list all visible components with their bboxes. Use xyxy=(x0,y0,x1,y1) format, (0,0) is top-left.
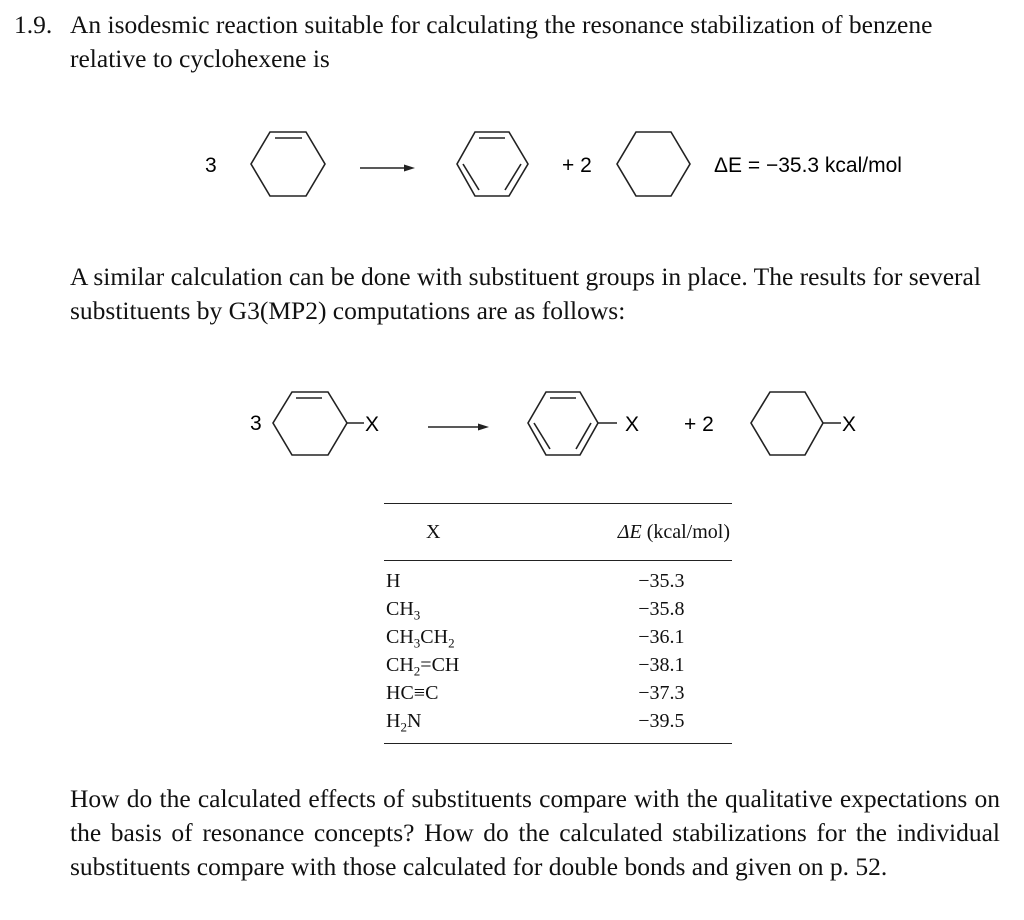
table-row xyxy=(384,595,732,623)
problem-number: 1.9. xyxy=(14,10,53,39)
substituted-cyclohexene-structure xyxy=(273,392,364,455)
substituted-benzene-structure xyxy=(528,392,617,455)
substituent-x-1: X xyxy=(365,413,380,436)
reaction-2-left-coefficient: 3 xyxy=(250,412,262,435)
results-table-container xyxy=(384,503,732,744)
table-row xyxy=(384,679,732,707)
closing-question: How do the calculated effects of substituents compare with the qualitative expectations on the basis of resonance concepts? How do the calculated stabilizations for the individual substituents compare with those calculated for double bonds and given on p. 52. xyxy=(70,784,1000,881)
reaction-2-scheme xyxy=(0,380,1024,470)
substituent-cell: $CH_3$ xyxy=(386,598,421,623)
delta-e-cell: −36.1 xyxy=(638,626,685,648)
benzene-structure xyxy=(457,132,528,196)
delta-e-cell: −38.1 xyxy=(638,654,685,676)
reaction-1-right-coefficient: + 2 xyxy=(562,154,592,177)
table-row xyxy=(384,561,732,596)
cyclohexene-structure xyxy=(251,132,325,196)
delta-e-cell: −39.5 xyxy=(638,710,685,732)
reaction-1-left-coefficient: 3 xyxy=(205,154,217,177)
delta-e-cell: −37.3 xyxy=(638,682,685,704)
reaction-arrow xyxy=(428,424,489,431)
reaction-1-scheme xyxy=(0,0,1024,230)
middle-text: A similar calculation can be done with substituent groups in place. The results for several substituents by G3(MP2) computations are as follows: xyxy=(70,262,981,325)
table-row xyxy=(384,651,732,679)
substituted-cyclohexane-structure xyxy=(751,392,841,455)
substituent-cell: HC≡C xyxy=(386,682,439,704)
table-row xyxy=(384,707,732,744)
table-row xyxy=(384,623,732,651)
reaction-arrow xyxy=(360,165,415,172)
delta-e-symbol: ΔE xyxy=(617,520,642,543)
delta-e-unit: (kcal/mol) xyxy=(641,520,730,543)
reaction-1-delta-e: ΔE = −35.3 kcal/mol xyxy=(714,154,902,177)
substituent-cell: $CH_2=CH$ xyxy=(386,654,460,679)
intro-text: An isodesmic reaction suitable for calculating the resonance stabilization of benzene relative to cyclohexene is xyxy=(70,10,933,73)
column-header-delta-e xyxy=(521,504,732,561)
reaction-2-right-coefficient: + 2 xyxy=(684,413,714,436)
delta-e-cell: −35.3 xyxy=(638,570,685,592)
substituent-cell: $CH_3CH_2$ xyxy=(386,626,455,651)
substituent-x-3: X xyxy=(842,413,857,436)
substituent-cell: H xyxy=(386,570,401,592)
substituent-cell: $H_2N$ xyxy=(386,710,422,735)
results-table xyxy=(384,503,732,744)
substituent-x-2: X xyxy=(625,413,640,436)
cyclohexane-structure xyxy=(617,132,690,196)
column-header-x: X xyxy=(426,520,441,543)
delta-e-cell: −35.8 xyxy=(638,598,685,620)
